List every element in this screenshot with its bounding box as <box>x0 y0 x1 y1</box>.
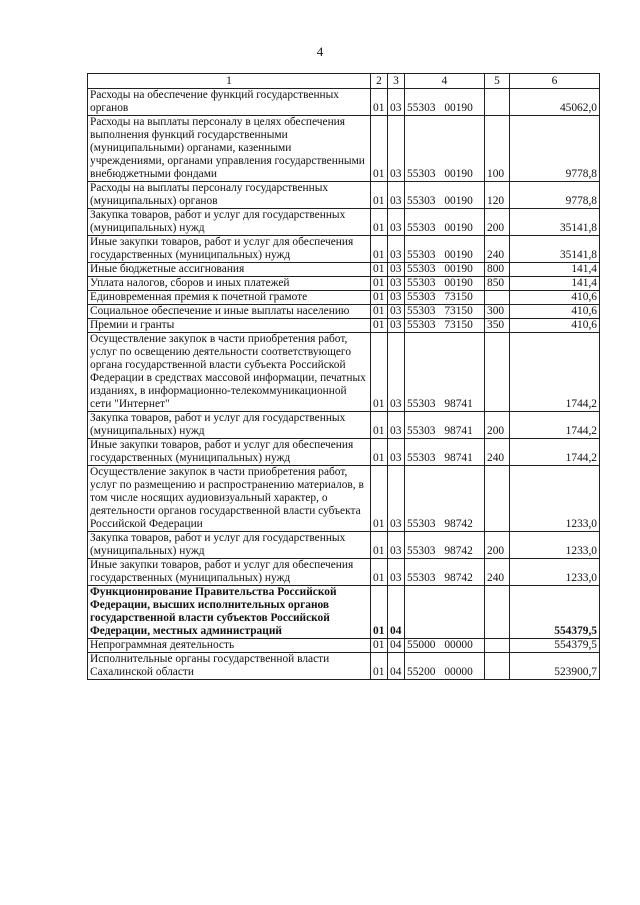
table-row <box>88 586 600 639</box>
cell-c5: 200 <box>485 412 510 439</box>
table-row <box>88 116 600 182</box>
table-row <box>88 319 600 333</box>
cell-c4: 55303 00190 <box>405 236 485 263</box>
cell-c4: 55303 98741 <box>405 439 485 466</box>
cell-c5: 240 <box>485 439 510 466</box>
cell-c2: 01 <box>371 412 388 439</box>
column-header: 4 <box>405 74 485 89</box>
cell-c2: 01 <box>371 209 388 236</box>
table-header-row <box>88 74 600 89</box>
table-row <box>88 236 600 263</box>
cell-c6: 554379,5 <box>510 639 600 653</box>
cell-c4: 55303 00190 <box>405 182 485 209</box>
table-row <box>88 291 600 305</box>
cell-c6: 141,4 <box>510 263 600 277</box>
cell-name: Расходы на обеспечение функций государственных органов <box>88 89 371 116</box>
column-header: 5 <box>485 74 510 89</box>
cell-c2: 01 <box>371 263 388 277</box>
cell-c5: 200 <box>485 209 510 236</box>
cell-name: Премии и гранты <box>88 319 371 333</box>
cell-c6: 45062,0 <box>510 89 600 116</box>
cell-c3: 03 <box>388 333 405 412</box>
cell-c3: 03 <box>388 89 405 116</box>
cell-c4: 55303 00190 <box>405 116 485 182</box>
cell-c6: 410,6 <box>510 319 600 333</box>
cell-c2: 01 <box>371 236 388 263</box>
cell-c3: 03 <box>388 412 405 439</box>
cell-c2: 01 <box>371 466 388 532</box>
cell-name: Исполнительные органы государственной власти Сахалинской области <box>88 653 371 680</box>
cell-c4: 55303 98741 <box>405 333 485 412</box>
table-row <box>88 182 600 209</box>
cell-c5: 350 <box>485 319 510 333</box>
cell-name: Иные закупки товаров, работ и услуг для обеспечения государственных (муниципальных) нужд <box>88 236 371 263</box>
cell-c6: 523900,7 <box>510 653 600 680</box>
cell-c5 <box>485 466 510 532</box>
cell-c3: 03 <box>388 209 405 236</box>
cell-c4: 55303 00190 <box>405 89 485 116</box>
table-row <box>88 439 600 466</box>
cell-c3: 03 <box>388 532 405 559</box>
cell-name: Социальное обеспечение и иные выплаты населению <box>88 305 371 319</box>
column-header: 2 <box>371 74 388 89</box>
column-header: 3 <box>388 74 405 89</box>
cell-c6: 35141,8 <box>510 209 600 236</box>
cell-c4: 55303 98741 <box>405 412 485 439</box>
cell-c3: 03 <box>388 319 405 333</box>
cell-c4: 55000 00000 <box>405 639 485 653</box>
cell-c6: 9778,8 <box>510 182 600 209</box>
cell-c3: 03 <box>388 559 405 586</box>
cell-c3: 03 <box>388 305 405 319</box>
cell-c2: 01 <box>371 291 388 305</box>
cell-name: Расходы на выплаты персоналу в целях обеспечения выполнения функций государственными (муниципальными) органами, казенными учреждениями, органами управления государственными внебюджетными фондами <box>88 116 371 182</box>
cell-c5 <box>485 333 510 412</box>
table-row <box>88 333 600 412</box>
table-row <box>88 263 600 277</box>
cell-c4 <box>405 586 485 639</box>
cell-name: Функционирование Правительства Российской Федерации, высших исполнительных органов государственной власти субъектов Российской Федерации, местных администраций <box>88 586 371 639</box>
cell-c4: 55303 73150 <box>405 305 485 319</box>
budget-table <box>87 73 600 680</box>
cell-c6: 1744,2 <box>510 412 600 439</box>
cell-c3: 04 <box>388 586 405 639</box>
column-header: 1 <box>88 74 371 89</box>
cell-c6: 9778,8 <box>510 116 600 182</box>
cell-c3: 03 <box>388 439 405 466</box>
cell-c3: 03 <box>388 277 405 291</box>
cell-name: Уплата налогов, сборов и иных платежей <box>88 277 371 291</box>
cell-c2: 01 <box>371 182 388 209</box>
cell-c2: 01 <box>371 89 388 116</box>
cell-c3: 03 <box>388 291 405 305</box>
table-row <box>88 639 600 653</box>
table-row <box>88 89 600 116</box>
cell-c3: 03 <box>388 182 405 209</box>
cell-name: Единовременная премия к почетной грамоте <box>88 291 371 305</box>
cell-c5 <box>485 586 510 639</box>
cell-c5: 850 <box>485 277 510 291</box>
cell-c2: 01 <box>371 532 388 559</box>
cell-c5: 100 <box>485 116 510 182</box>
cell-name: Закупка товаров, работ и услуг для государственных (муниципальных) нужд <box>88 412 371 439</box>
cell-name: Иные закупки товаров, работ и услуг для обеспечения государственных (муниципальных) нужд <box>88 439 371 466</box>
cell-name: Иные закупки товаров, работ и услуг для обеспечения государственных (муниципальных) нужд <box>88 559 371 586</box>
cell-c6: 1233,0 <box>510 559 600 586</box>
table-row <box>88 532 600 559</box>
cell-c2: 01 <box>371 559 388 586</box>
page-number: 4 <box>316 44 324 59</box>
cell-c5: 300 <box>485 305 510 319</box>
cell-c3: 04 <box>388 639 405 653</box>
cell-c5: 240 <box>485 236 510 263</box>
cell-c4: 55200 00000 <box>405 653 485 680</box>
cell-c6: 35141,8 <box>510 236 600 263</box>
cell-c5: 120 <box>485 182 510 209</box>
cell-c4: 55303 00190 <box>405 263 485 277</box>
cell-c6: 1744,2 <box>510 333 600 412</box>
cell-c5 <box>485 291 510 305</box>
table-row <box>88 305 600 319</box>
cell-c6: 410,6 <box>510 291 600 305</box>
cell-c2: 01 <box>371 277 388 291</box>
cell-c6: 1233,0 <box>510 466 600 532</box>
cell-c4: 55303 73150 <box>405 319 485 333</box>
cell-c4: 55303 98742 <box>405 466 485 532</box>
cell-c3: 03 <box>388 236 405 263</box>
table-row <box>88 209 600 236</box>
cell-c2: 01 <box>371 116 388 182</box>
cell-c6: 410,6 <box>510 305 600 319</box>
cell-c4: 55303 73150 <box>405 291 485 305</box>
cell-c3: 03 <box>388 466 405 532</box>
cell-c6: 1233,0 <box>510 532 600 559</box>
cell-c2: 01 <box>371 333 388 412</box>
cell-c5: 200 <box>485 532 510 559</box>
cell-c3: 03 <box>388 116 405 182</box>
table-row <box>88 466 600 532</box>
cell-c2: 01 <box>371 586 388 639</box>
table-row <box>88 653 600 680</box>
cell-c2: 01 <box>371 305 388 319</box>
table-row <box>88 559 600 586</box>
cell-c4: 55303 00190 <box>405 209 485 236</box>
cell-c3: 04 <box>388 653 405 680</box>
table-row <box>88 412 600 439</box>
cell-name: Осуществление закупок в части приобретения работ, услуг по размещению и распространению материалов, в том числе носящих аудиовизуальный характер, о деятельности органов государственной власти субъекта Российской Федерации <box>88 466 371 532</box>
cell-c4: 55303 98742 <box>405 559 485 586</box>
cell-c5 <box>485 89 510 116</box>
cell-name: Иные бюджетные ассигнования <box>88 263 371 277</box>
cell-c5: 800 <box>485 263 510 277</box>
cell-c6: 554379,5 <box>510 586 600 639</box>
cell-c6: 141,4 <box>510 277 600 291</box>
cell-c5 <box>485 639 510 653</box>
cell-c4: 55303 00190 <box>405 277 485 291</box>
cell-name: Непрограммная деятельность <box>88 639 371 653</box>
cell-c2: 01 <box>371 439 388 466</box>
table-row <box>88 277 600 291</box>
cell-c4: 55303 98742 <box>405 532 485 559</box>
cell-c2: 01 <box>371 319 388 333</box>
cell-name: Расходы на выплаты персоналу государственных (муниципальных) органов <box>88 182 371 209</box>
column-header: 6 <box>510 74 600 89</box>
cell-c5: 240 <box>485 559 510 586</box>
cell-c3: 03 <box>388 263 405 277</box>
cell-c6: 1744,2 <box>510 439 600 466</box>
cell-c2: 01 <box>371 653 388 680</box>
cell-name: Закупка товаров, работ и услуг для государственных (муниципальных) нужд <box>88 532 371 559</box>
cell-c5 <box>485 653 510 680</box>
cell-name: Осуществление закупок в части приобретения работ, услуг по освещению деятельности соответствующего органа государственной власти субъекта Российской Федерации в средствах массовой информации, печатных изданиях, в информационно-телекоммуникационной сети "Интернет" <box>88 333 371 412</box>
cell-name: Закупка товаров, работ и услуг для государственных (муниципальных) нужд <box>88 209 371 236</box>
cell-c2: 01 <box>371 639 388 653</box>
